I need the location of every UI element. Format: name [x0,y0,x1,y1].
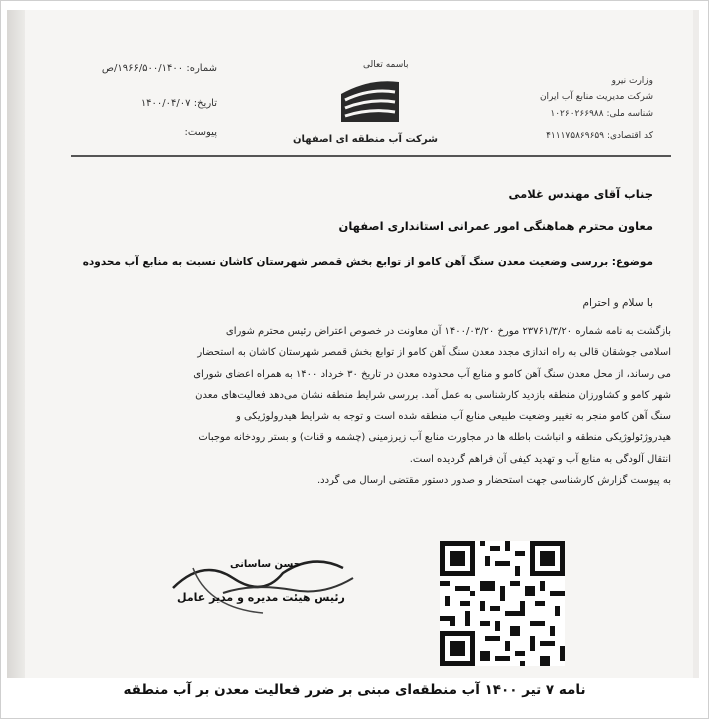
letter-date-value: ۱۴۰۰/۰۴/۰۷ [140,98,191,109]
header-divider [71,155,671,157]
letter-date-label: تاریخ: [193,98,217,109]
letter-number-label: شماره: [186,63,217,74]
body-line: به پیوست گزارش کارشناسی جهت استحضار و صدور دستور مقتضی ارسال می گردد. [317,475,671,487]
ministry-name: وزارت نیرو [611,76,653,86]
letter-subject: موضوع: بررسی وضعیت معدن سنگ آهن کامو از توابع بخش قمصر شهرستان کاشان نسبت به منابع آب محدوده [82,256,653,268]
letter-date [85,98,217,109]
economic-code: کد اقتصادی: ۴۱۱۱۷۵۸۶۹۶۵۹ [546,131,653,141]
water-company-logo-icon [335,76,405,132]
signer-title: رئیس هیئت مدیره و مدیر عامل [177,591,345,604]
basmala: باسمه تعالی [363,60,409,70]
greeting: با سلام و احترام [582,297,653,309]
letter-body [81,321,671,491]
letter-paper [25,10,693,678]
recipient-title: معاون محترم هماهنگی امور عمرانی استانداری اصفهان [338,219,653,233]
letter-number [85,63,217,74]
image-caption: نامه ۷ تیر ۱۴۰۰ آب منطقه‌ای مبنی بر ضرر فعالیت معدن بر آب منطقه [123,682,586,698]
body-line: سنگ آهن کامو منجر به تغییر وضعیت طبیعی منابع آب منطقه شده است و توجه به شرایط هیدرولوژیکی و [235,411,671,423]
body-line: بازگشت به نامه شماره ۲۳۷۶۱/۳/۲۰ مورخ ۱۴۰۰/۰۳/۲۰ آن معاونت در خصوص اعتراض رئیس محترم شورای [225,326,671,337]
body-line: هیدروژئولوژیکی منطقه و انباشت باطله ها در مجاورت منابع آب زیرزمینی (چشمه و قنات) و بستر رودخانه موجبات [198,432,671,444]
body-line: انتقال آلودگی به منابع آب و تهدید کیفی آن فراهم گردیده است. [409,453,671,465]
body-line: می رساند، از محل معدن سنگ آهن کامو و منابع آب محدوده معدن در تاریخ ۳۰ خرداد ۱۴۰۰ به همراه اعضای شورای [193,368,671,380]
letter-number-value: ۱۹۶۶/۵۰۰/۱۴۰۰/ص [101,63,184,74]
recipient-name: جناب آقای مهندس غلامی [508,187,653,201]
company-name-header: شرکت مدیریت منابع آب ایران [539,92,653,102]
body-line: شهر کامو و کشاورزان منطقه بازدید کارشناسی به عمل آمد. بررسی شرایط منطقه نشان می‌دهد فعالیت‌های معدن [195,389,671,401]
scanned-letter [7,10,699,678]
body-line: اسلامی جوشقان قالی به راه اندازی مجدد معدن سنگ آهن کامو از توابع بخش قمصر شهرستان کاشان به استحضار [197,347,671,359]
qr-code-icon [440,541,565,666]
signer-name: حسن ساسانی [230,559,301,570]
national-id: شناسه ملی: ۱۰۲۶۰۲۶۶۹۸۸ [550,109,653,119]
company-name-center: شرکت آب منطقه ای اصفهان [293,134,438,145]
letter-attachment: پیوست: [184,127,217,138]
